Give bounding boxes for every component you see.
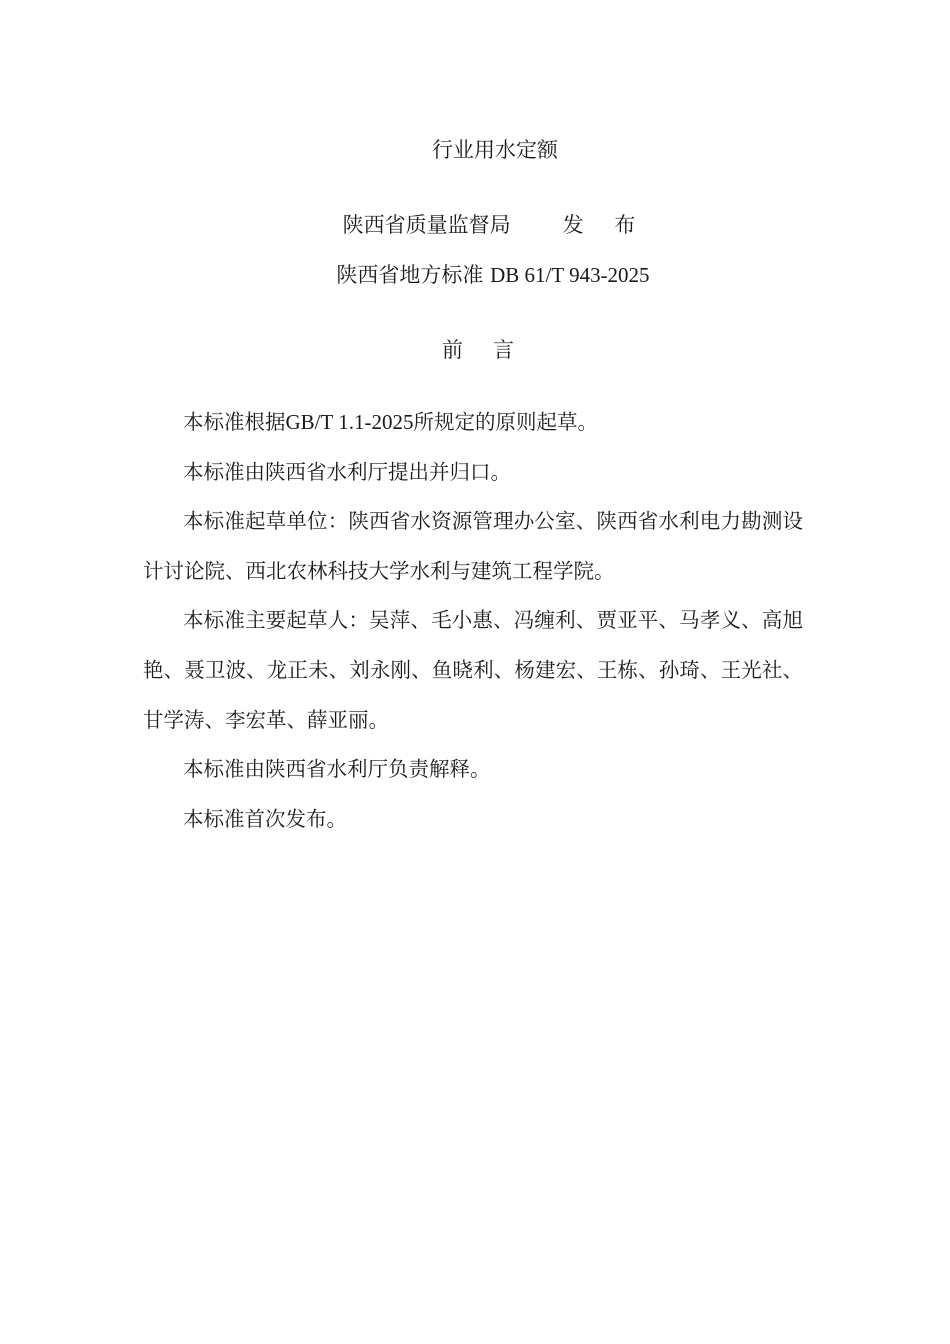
preface-paragraph-6: 本标准首次发布。 (183, 806, 347, 831)
standard-prefix: 陕西省地方标准 (336, 263, 484, 287)
standard-line (18, 260, 950, 290)
preface-body (143, 398, 803, 844)
preface-paragraph-1: 本标准根据GB/T 1.1-2025所规定的原则起草。 (183, 410, 598, 434)
preface-heading: 前言 (442, 338, 544, 362)
industry-water-quota-title: 行业用水定额 (432, 138, 558, 162)
preface-paragraph-3: 本标准起草单位：陕西省水资源管理办公室、陕西省水利电力勘测设计讨论院、西北农林科技大学水利与建筑工程学院。 (143, 509, 803, 583)
issuer-name: 陕西省质量监督局 (342, 213, 511, 237)
preface-paragraph-5: 本标准由陕西省水利厅负责解释。 (183, 757, 491, 782)
preface-paragraph-2: 本标准由陕西省水利厅提出并归口。 (183, 459, 511, 484)
issuer-line (20, 210, 950, 240)
preface-paragraph-4: 本标准主要起草人：吴萍、毛小惠、冯缠利、贾亚平、马孝义、高旭艳、聂卫波、龙正未、刘永刚、鱼晓利、杨建宏、王栋、孙琦、王光社、甘学涛、李宏革、薛亚丽。 (143, 608, 803, 732)
standard-code: DB 61/T 943-2025 (490, 263, 650, 287)
issue-word: 发 布 (562, 213, 648, 237)
gb-standard-code: GB/T 1.1-2025 (285, 410, 414, 434)
